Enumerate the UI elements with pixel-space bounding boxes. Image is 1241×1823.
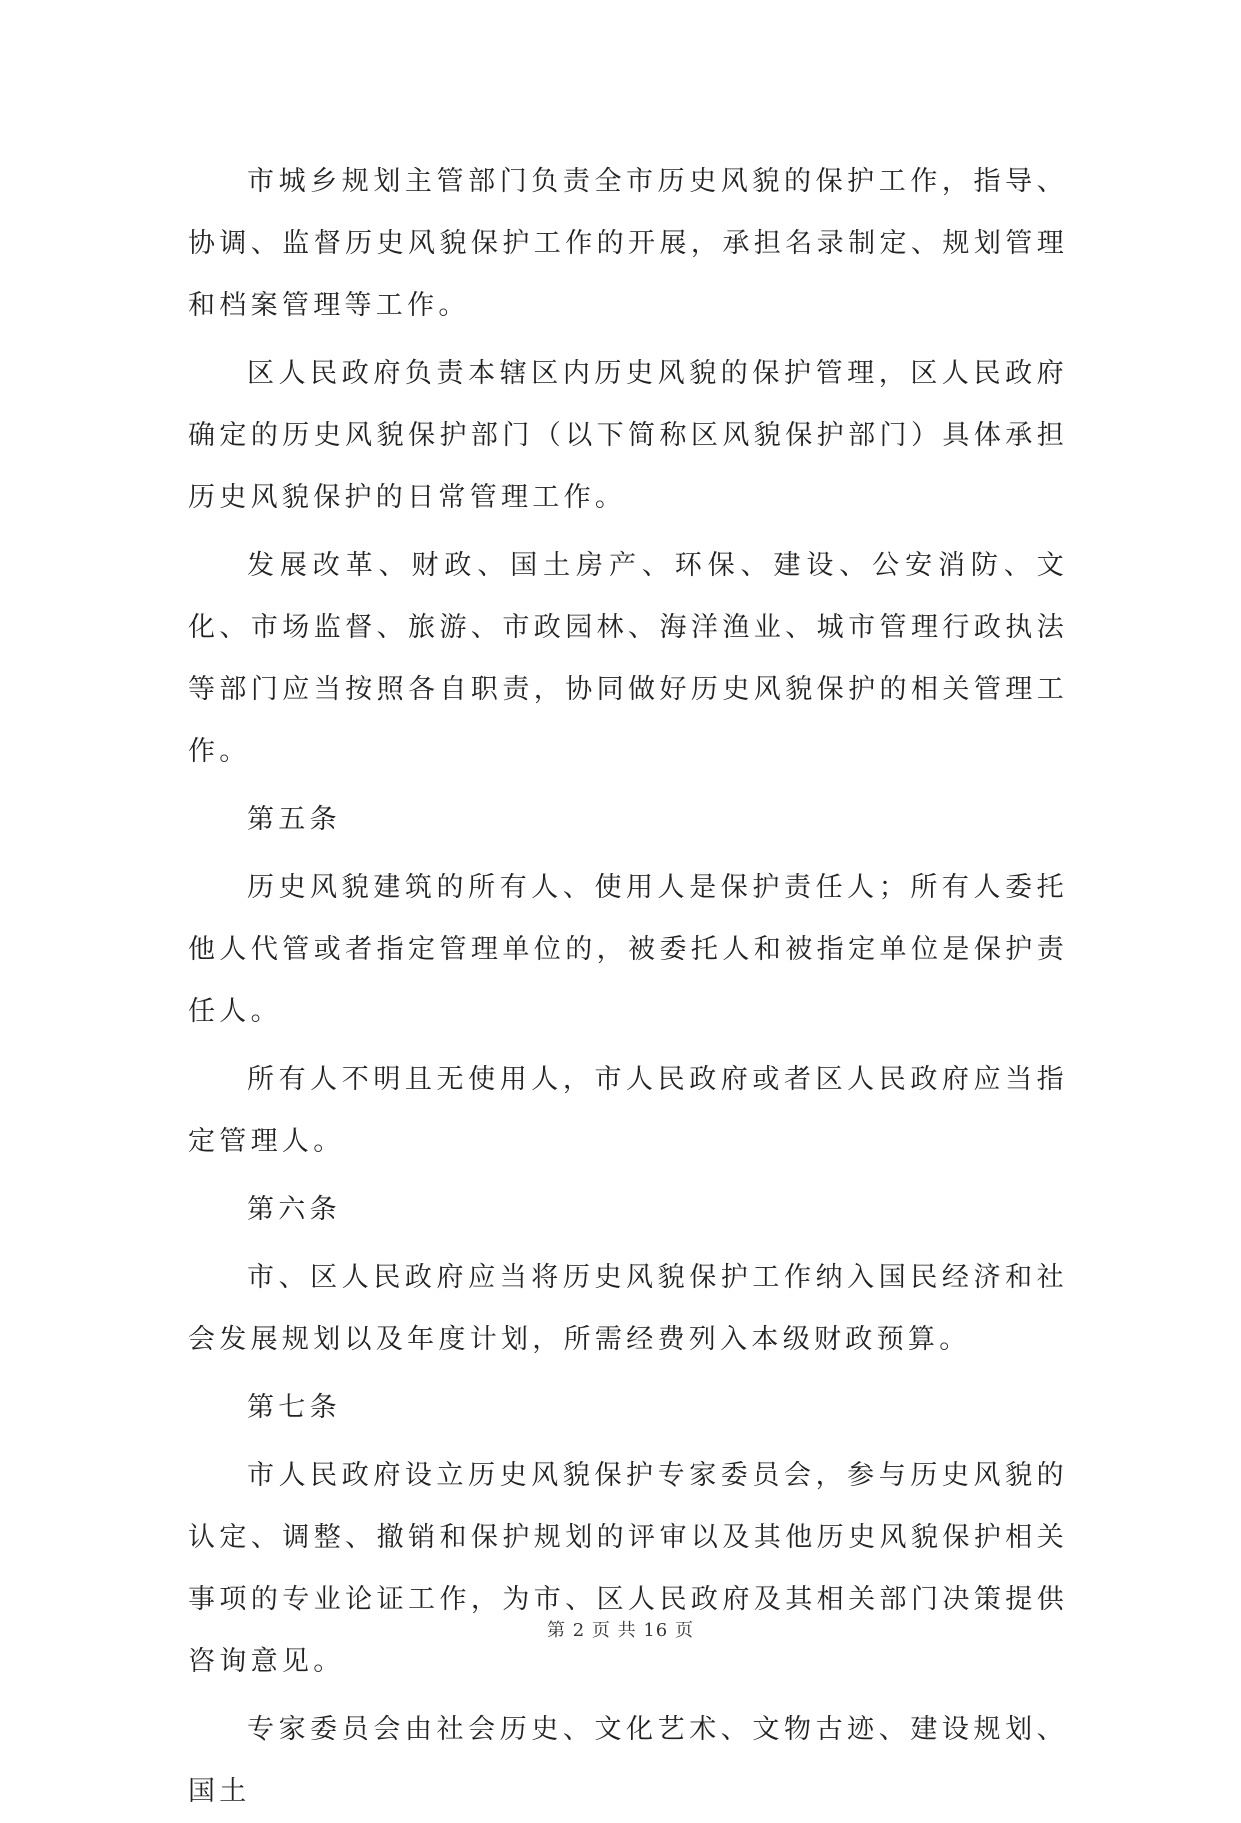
paragraph-6: 市、区人民政府应当将历史风貌保护工作纳入国民经济和社会发展规划以及年度计划，所需经费列入本级财政预算。 bbox=[188, 1262, 1068, 1355]
article-heading-5: 第五条 bbox=[247, 804, 341, 835]
article-heading-7: 第七条 bbox=[247, 1392, 341, 1423]
article-heading-6: 第六条 bbox=[247, 1194, 341, 1225]
page-number-footer: 第 2 页 共 16 页 bbox=[547, 1620, 694, 1641]
paragraph-2: 区人民政府负责本辖区内历史风貌的保护管理，区人民政府确定的历史风貌保护部门（以下简称区风貌保护部门）具体承担历史风貌保护的日常管理工作。 bbox=[188, 358, 1068, 513]
paragraph-3: 发展改革、财政、国土房产、环保、建设、公安消防、文化、市场监督、旅游、市政园林、海洋渔业、城市管理行政执法等部门应当按照各自职责，协同做好历史风貌保护的相关管理工作。 bbox=[188, 550, 1068, 767]
paragraph-5: 所有人不明且无使用人，市人民政府或者区人民政府应当指定管理人。 bbox=[188, 1064, 1068, 1157]
paragraph-7: 市人民政府设立历史风貌保护专家委员会，参与历史风貌的认定、调整、撤销和保护规划的评审以及其他历史风貌保护相关事项的专业论证工作，为市、区人民政府及其相关部门决策提供咨询意见。 bbox=[188, 1460, 1068, 1677]
paragraph-1: 市城乡规划主管部门负责全市历史风貌的保护工作，指导、协调、监督历史风貌保护工作的开展，承担名录制定、规划管理和档案管理等工作。 bbox=[188, 166, 1068, 321]
paragraph-8: 专家委员会由社会历史、文化艺术、文物古迹、建设规划、国土 bbox=[188, 1714, 1068, 1807]
document-body bbox=[188, 151, 1068, 1823]
paragraph-4: 历史风貌建筑的所有人、使用人是保护责任人；所有人委托他人代管或者指定管理单位的，被委托人和被指定单位是保护责任人。 bbox=[188, 872, 1068, 1027]
